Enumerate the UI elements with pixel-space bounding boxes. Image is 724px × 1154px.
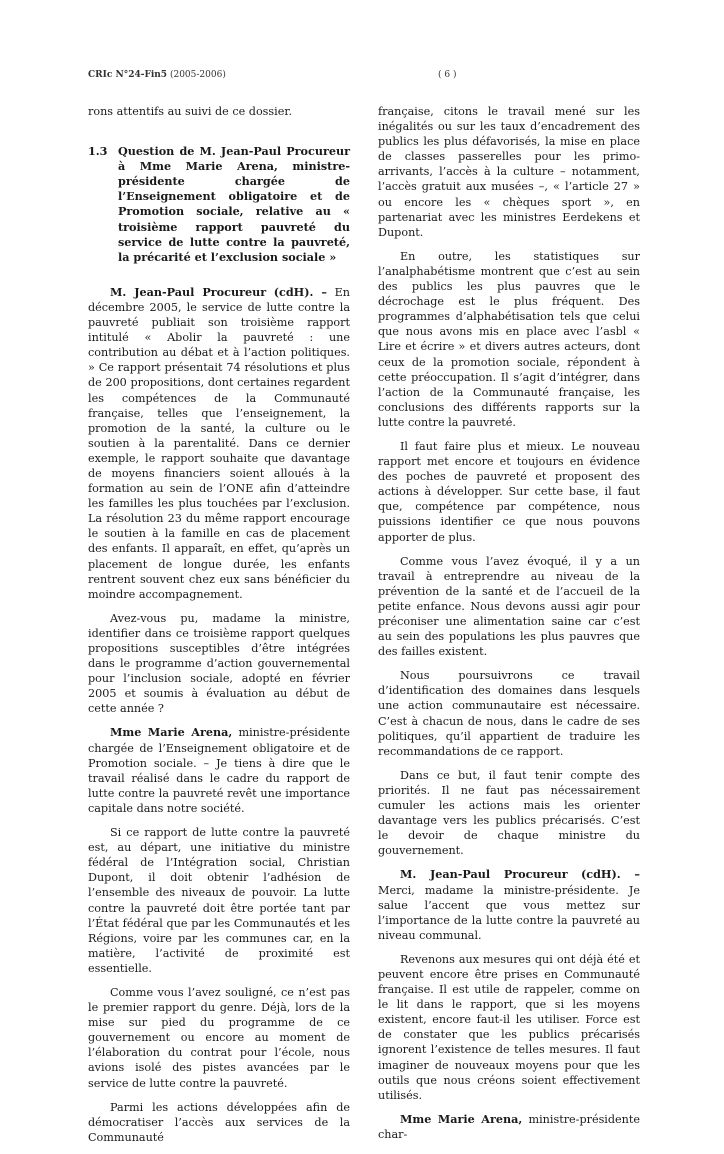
- document-reference-number: CRIc N°24-Fin5: [88, 70, 168, 80]
- paragraph: rons attentifs au suivi de ce dossier.: [88, 105, 293, 118]
- paragraph-text: ministre-présidente char-: [378, 1112, 640, 1141]
- left-column: [88, 104, 350, 1154]
- paragraph: [88, 725, 350, 816]
- paragraph-text: Merci, madame la ministre-présidente. Je salue l’accent que vous mettez sur l’importance de la lutte contre la pauvreté au niveau communal.: [378, 883, 640, 942]
- question-heading: [88, 144, 350, 265]
- paragraph: Comme vous l’avez évoqué, il y a un travail à entreprendre au niveau de la prévention de la santé et de l’accueil de la petite enfance. Nous devons aussi agir pour préconiser une alimentation saine car c’est au sein des populations les plus pauvres que des failles existent.: [378, 554, 640, 659]
- paragraph: [88, 285, 350, 602]
- paragraph: Dans ce but, il faut tenir compte des priorités. Il ne faut pas nécessairement cumuler les actions mais les orienter davantage vers les publics précarisés. C’est le devoir de chaque ministre du gouvernement.: [378, 768, 640, 858]
- speaker-name: M. Jean-Paul Procureur: [400, 867, 568, 882]
- question-title: Question de M. Jean-Paul Procureur à Mme Marie Arena, ministre-présidente chargée de l’Enseignement obligatoire et de Promotion sociale, relative au « troisième rapport pauvreté du service de lutte contre la pauvreté, la précarité et l’exclusion sociale »: [118, 144, 350, 264]
- paragraph: Nous poursuivrons ce travail d’identification des domaines dans lesquels une action communautaire est nécessaire. C’est à chacun de nous, dans le cadre de ses politiques, qu’il appartient de traduire les recommandations de ce rapport.: [378, 669, 640, 758]
- paragraph: Il faut faire plus et mieux. Le nouveau rapport met encore et toujours en évidence des poches de pauvreté et proposent des actions à développer. Sur cette base, il faut que, compétence par compétence, nous puissions identifier ce que nous pouvons apporter de plus.: [378, 439, 640, 544]
- paragraph: Si ce rapport de lutte contre la pauvreté est, au départ, une initiative du ministre fédéral de l’Intégration social, Christian Dupont, il doit obtenir l’adhésion de l’ensemble des niveaux de pouvoir. La lutte contre la pauvreté doit être portée tant par l’État fédéral que par les Communautés et les Régions, voire par les communes car, en la matière, l’activité de proximité est essentielle.: [88, 826, 350, 975]
- speaker-name: M. Jean-Paul Procureur: [110, 284, 267, 299]
- question-number: 1.3: [88, 144, 108, 159]
- speaker-name: Mme Marie Arena,: [400, 1111, 523, 1126]
- paragraph: [378, 1112, 640, 1142]
- paragraph: En outre, les statistiques sur l’analphabétisme montrent que c’est au sein des publics les plus pauvres que le décrochage est le plus fréquent. Des programmes d’alphabétisation tels que celui que nous avons mis en place avec l’asbl « Lire et écrire » et divers autres acteurs, dont ceux de la promotion sociale, répondent à cette préoccupation. Il s’agit d’intégrer, dans l’action de la Communauté française, les conclusions des différents rapports sur la lutte contre la pauvreté.: [378, 249, 640, 429]
- paragraph: Avez-vous pu, madame la ministre, identifier dans ce troisième rapport quelques propositions susceptibles d’être intégrées dans le programme d’action gouvernemental pour l’inclusion sociale, adopté en février 2005 et soumis à évaluation au début de cette année ?: [88, 611, 350, 716]
- document-reference: [88, 70, 226, 80]
- paragraph: française, citons le travail mené sur les inégalités ou sur les taux d’encadrement des publics les plus défavorisés, la mise en place de classes passerelles pour les primo-arrivants, l’accès à la culture – notamment, l’accès gratuit aux musées –, « l’article 27 » ou encore les « chèques sport », en partenariat avec les ministres Eerdekens et Dupont.: [378, 105, 640, 239]
- page-number: ( 6 ): [438, 70, 457, 80]
- paragraph: Parmi les actions développées afin de démocratiser l’accès aux services de la Communauté: [88, 1100, 350, 1144]
- paragraph-text: En décembre 2005, le service de lutte contre la pauvreté publiait son troisième rapport intitulé « Abolir la pauvreté : une contribution au débat et à l’action politiques. » Ce rapport présentait 74 résolutions et plus de 200 propositions, dont certaines regardent les compétences de la Communauté française, telles que l’enseignement, la promotion de la santé, la culture ou le soutien à la parentalité. Dans ce dernier exemple, le rapport souhaite que davantage de moyens financiers soient alloués à la formation au sein de l’ONE afin d’atteindre les familles les plus touchées par l’exclusion. La résolution 23 du même rapport encourage le soutien à la famille en cas de placement des enfants. Il apparaît, en effet, qu’après un placement de longue durée, les enfants rentrent souvent chez eux sans bénéficier du moindre accompagnement.: [88, 285, 350, 601]
- right-column: [378, 104, 640, 1151]
- paragraph: Comme vous l’avez souligné, ce n’est pas le premier rapport du genre. Déjà, lors de la mise sur pied du programme de ce gouvernement ou encore au moment de l’élaboration du contrat pour l’école, nous avions isolé des pistes avancées par le service de lutte contre la pauvreté.: [88, 985, 350, 1090]
- speaker-name: Mme Marie Arena,: [110, 725, 233, 740]
- paragraph: Revenons aux mesures qui ont déjà été et peuvent encore être prises en Communauté française. Il est utile de rappeler, comme on le lit dans le rapport, que si les moyens existent, encore faut-il les utiliser. Force est de constater que les publics précarisés ignorent l’existence de telles mesures. Il faut imaginer de nouveaux moyens pour que les outils que nous créons soient effectivement utilisés.: [378, 952, 640, 1102]
- speaker-party: (cdH). –: [581, 867, 640, 882]
- paragraph-text: ministre-présidente chargée de l’Enseignement obligatoire et de Promotion sociale. – Je tiens à dire que le travail réalisé dans le cadre du rapport de lutte contre la pauvreté revêt une importance capitale dans notre société.: [88, 726, 350, 815]
- document-reference-years: (2005-2006): [169, 70, 226, 80]
- paragraph: [378, 867, 640, 942]
- speaker-party: (cdH). –: [273, 284, 327, 299]
- page-header: [88, 70, 636, 84]
